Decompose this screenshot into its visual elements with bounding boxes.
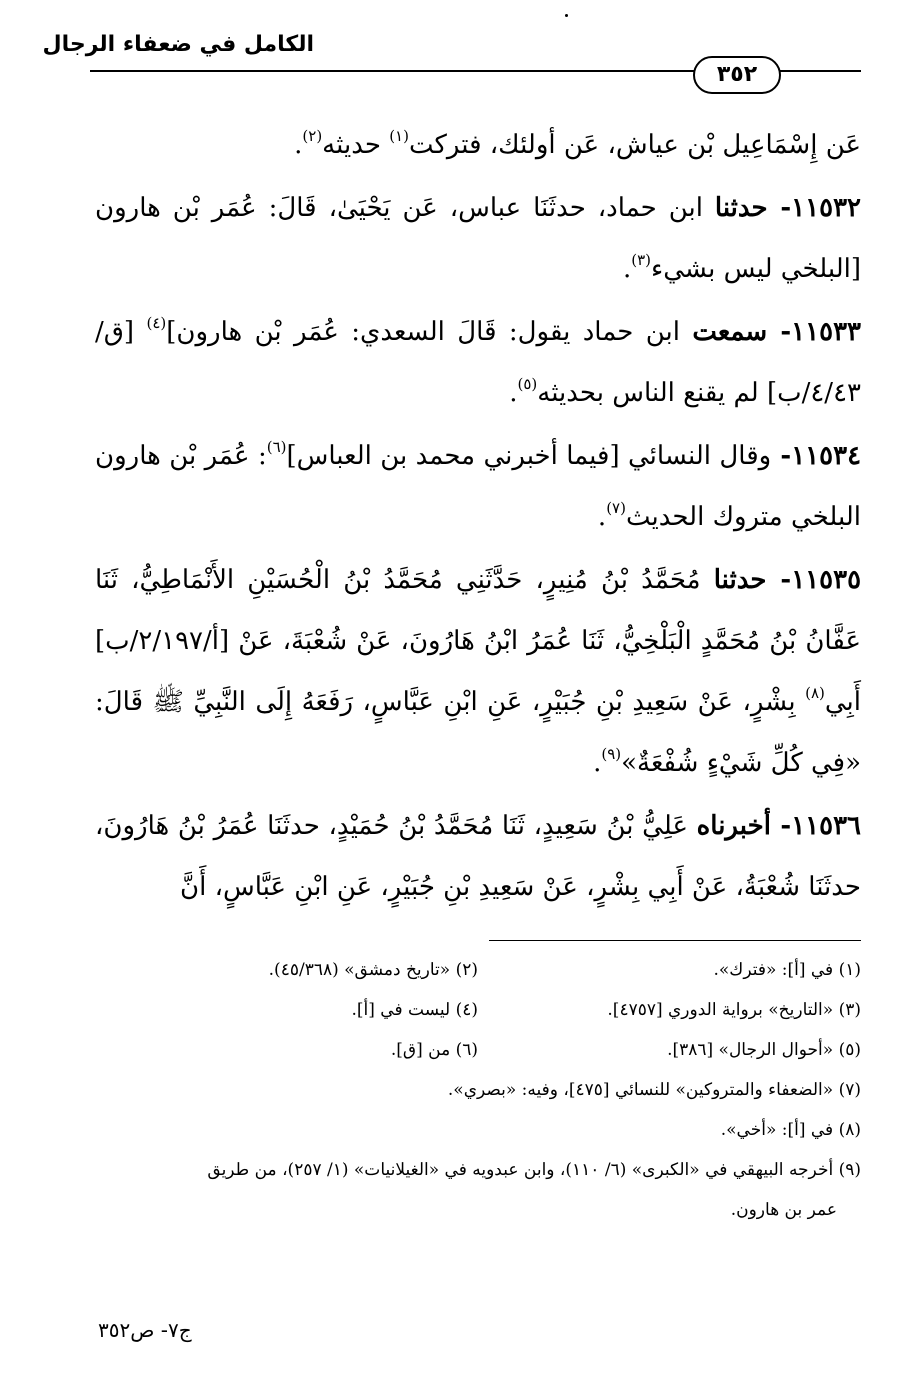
text: مُحَمَّدُ بْنُ مُنِيرٍ، حَدَّثَنِي مُحَمَّدُ بْنُ الْحُسَيْنِ الأَنْمَاطِيُّ، ثَنَا عَفَّانُ بْنُ مُحَمَّدٍ الْبَلْخِيُّ، ثَنَا عُمَرُ ابْنُ هَارُونَ، عَنْ شُعْبَةَ، عَنْ [أ/٢/١٩٧/ب] أَبِي: [95, 565, 861, 717]
footnote-ref[interactable]: (٨): [805, 684, 825, 702]
text: ابن حماد، حدثَنَا عباس، عَن يَحْيَىٰ، قَالَ: عُمَر بْن هارون [البلخي ليس بشيء: [95, 193, 861, 284]
footnote-ref[interactable]: (١): [389, 127, 409, 145]
text: بِشْرٍ، عَنْ سَعِيدِ بْنِ جُبَيْرٍ، عَنِ ابْنِ عَبَّاسٍ، رَفَعَهُ إِلَى النَّبِيِّ ﷺ قَالَ: «فِي كُلِّ شَيْءٍ شُفْعَةٌ»: [95, 687, 861, 778]
footnote-ref[interactable]: (٢): [302, 127, 323, 145]
volume-page-reference: ج٧- ص٣٥٢: [98, 1318, 192, 1342]
footnote-7: (٧) «الضعفاء والمتروكين» للنسائي [٤٧٥]، وفيه: «بصري».: [447, 1080, 861, 1100]
footnote-5: (٥) «أحوال الرجال» [٣٨٦].: [667, 1040, 861, 1060]
text: .: [593, 748, 602, 778]
entry-number: ١١٥٣٣: [791, 317, 861, 347]
footnote-1: (١) في [أ]: «فترك».: [713, 960, 861, 980]
running-head-title: الكامل في ضعفاء الرجال: [42, 32, 314, 57]
text: ابن حماد يقول: قَالَ السعدي: عُمَر بْن هارون]: [166, 317, 680, 347]
entry-number: ١١٥٣٥: [791, 565, 862, 595]
footnote-ref[interactable]: (٣): [631, 251, 652, 269]
text: .: [597, 502, 607, 532]
footnote-row: [95, 990, 861, 1030]
footnote-ref[interactable]: (٥): [517, 375, 538, 393]
footnote-4: (٤) ليست في [أ].: [351, 1000, 478, 1020]
text: وقال النسائي [فيما أخبرني محمد بن العباس]: [286, 441, 772, 471]
footnote-separator: [489, 940, 861, 941]
footnote-ref[interactable]: (٧): [606, 499, 626, 517]
text: .: [622, 254, 632, 284]
footnote-9: (٩) أخرجه البيهقي في «الكبرى» (٦/ ١١٠)، وابن عبدويه في «الغيلانيات» (١/ ٢٥٧)، من طريق: [207, 1160, 861, 1180]
footnote-9-continuation: عمر بن هارون.: [730, 1200, 837, 1220]
paragraph-11533: ١١٥٣٣- سمعت ابن حماد يقول: قَالَ السعدي: عُمَر بْن هارون]$^{(٤)}$ [ق/٤/٤٣/ب] لم يقنع الناس بحديثه$^{(٥)}$.: [95, 314, 861, 408]
paragraph-11532: ١١٥٣٢- حدثنا ابن حماد، حدثَنَا عباس، عَن يَحْيَىٰ، قَالَ: عُمَر بْن هارون [البلخي ليس بشيء$^{(٣)}$.: [95, 193, 861, 284]
footnote-6: (٦) من [ق].: [390, 1040, 478, 1060]
text: .: [509, 378, 518, 408]
entry-keyword: سمعت: [692, 317, 768, 347]
footnotes: [95, 950, 861, 1230]
text: عَلِيُّ بْنُ سَعِيدٍ، ثَنَا مُحَمَّدُ بْنُ حُمَيْدٍ، حدثَنَا عُمَرُ بْنُ هَارُونَ، حدثَنَا شُعْبَةُ، عَنْ أَبِي بِشْرٍ، عَنْ سَعِيدِ بْنِ جُبَيْرٍ، عَنِ ابْنِ عَبَّاسٍ، أَنَّ: [95, 811, 861, 902]
page-number-badge: ٣٥٢: [693, 56, 781, 94]
footnote-ref[interactable]: (٦): [266, 438, 287, 456]
footnote-row: [95, 1030, 861, 1070]
text: عَن إِسْمَاعِيل بْن عياش، عَن أولئك، فتركت: [408, 130, 861, 160]
paragraph-11536: ١١٥٣٦- أخبرناه عَلِيُّ بْنُ سَعِيدٍ، ثَنَا مُحَمَّدُ بْنُ حُمَيْدٍ، حدثَنَا عُمَرُ بْنُ هَارُونَ، حدثَنَا شُعْبَةُ، عَنْ أَبِي بِشْرٍ، عَنْ سَعِيدِ بْنِ جُبَيْرٍ، عَنِ ابْنِ عَبَّاسٍ، أَنَّ: [95, 811, 862, 902]
footnote-ref[interactable]: (٩): [601, 745, 622, 763]
speck-mark: [565, 14, 568, 17]
entry-keyword: حدثنا: [714, 193, 768, 223]
entry-number: ١١٥٣٢: [791, 193, 861, 223]
text: حديثه: [322, 130, 390, 160]
paragraph-continuation: [95, 115, 861, 176]
entry-number: ١١٥٣٦: [791, 811, 862, 841]
text: [ق/٤/٤٣/ب] لم يقنع الناس بحديثه: [95, 317, 861, 408]
footnote-ref[interactable]: (٤): [146, 314, 167, 332]
entry-keyword: أخبرناه: [696, 811, 771, 841]
footnote-8: (٨) في [أ]: «أخي».: [720, 1120, 861, 1140]
text: : عُمَر بْن هارون البلخي متروك الحديث: [95, 441, 861, 532]
text: .: [294, 130, 303, 160]
paragraph-11535: ١١٥٣٥- حدثنا مُحَمَّدُ بْنُ مُنِيرٍ، حَدَّثَنِي مُحَمَّدُ بْنُ الْحُسَيْنِ الأَنْمَاطِيُّ، ثَنَا عَفَّانُ بْنُ مُحَمَّدٍ الْبَلْخِيُّ، ثَنَا عُمَرُ ابْنُ هَارُونَ، عَنْ شُعْبَةَ، عَنْ [أ/٢/١٩٧/ب] أَبِي$^{(٨)}$ بِشْرٍ، عَنْ سَعِيدِ بْنِ جُبَيْرٍ، عَنِ ابْنِ عَبَّاسٍ، رَفَعَهُ إِلَى النَّبِيِّ ﷺ قَالَ: «فِي كُلِّ شَيْءٍ شُفْعَةٌ»$^{(٩)}$.: [95, 565, 862, 778]
entry-keyword: حدثنا: [713, 565, 767, 595]
entry-number: ١١٥٣٤: [791, 441, 862, 471]
main-text: [95, 115, 861, 918]
footnote-row: [95, 950, 861, 990]
paragraph-11534: ١١٥٣٤- وقال النسائي [فيما أخبرني محمد بن العباس]$^{(٦)}$: عُمَر بْن هارون البلخي متروك الحديث$^{(٧)}$.: [95, 438, 862, 532]
footnote-2: (٢) «تاريخ دمشق» (٤٥/٣٦٨).: [268, 960, 478, 980]
footnote-3: (٣) «التاريخ» برواية الدوري [٤٧٥٧].: [607, 1000, 861, 1020]
